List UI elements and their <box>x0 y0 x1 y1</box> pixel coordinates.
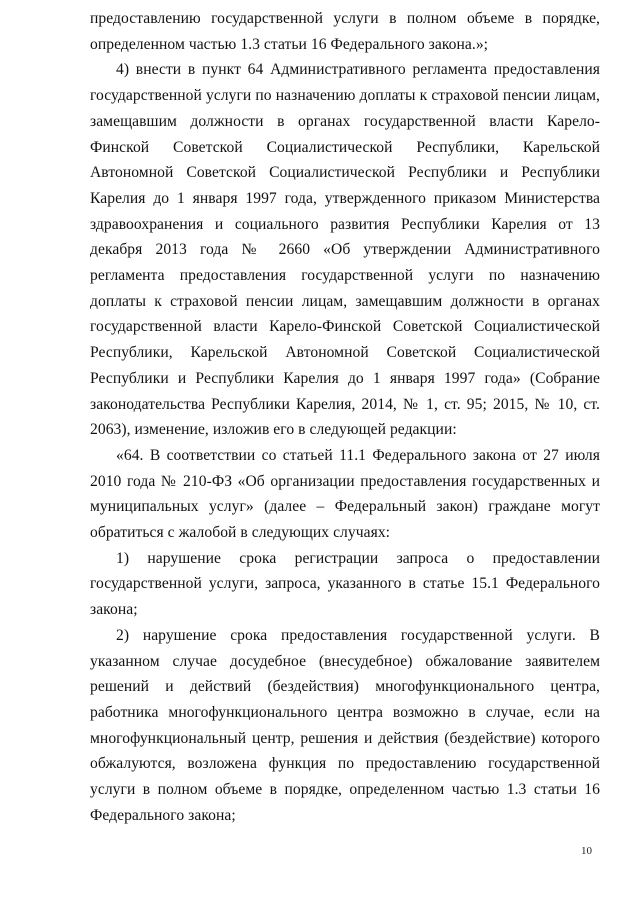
page-number: 10 <box>581 845 592 857</box>
paragraph-subitem-1: 1) нарушение срока регистрации запроса о предоставлении государственной услуги, запроса, указанного в статье 15.1 Федерального закона; <box>90 549 600 619</box>
paragraph-point-64: «64. В соответствии со статьей 11.1 Федерального закона от 27 июля 2010 года № 210-ФЗ «Об организации предоставления государственных и муниципальных услуг» (далее – Федеральный закон) граждане могут обратиться с жалобой в следующих случаях: <box>90 446 600 542</box>
paragraph-continuation: предоставлению государственной услуги в полном объеме в порядке, определенном частью 1.3 статьи 16 Федерального закона.»; <box>90 10 600 53</box>
document-body <box>90 6 600 829</box>
paragraph-item-4: 4) внести в пункт 64 Административного регламента предоставления государственной услуги по назначению доплаты к страховой пенсии лицам, замещавшим должности в органах государственной власти Карело-Финской Советской Социалистической Республики, Карельской Автономной Советской Социалистической Республики и Республики Карелия до 1 января 1997 года, утвержденного приказом Министерства здравоохранения и социального развития Республики Карелия от 13 декабря 2013 года № 2660 «Об утверждении Административного регламента предоставления государственной услуги по назначению доплаты к страховой пенсии лицам, замещавшим должности в органах государственной власти Карело-Финской Советской Социалистической Республики, Карельской Автономной Советской Социалистической Республики и Республики Карелия до 1 января 1997 года» (Собрание законодательства Республики Карелия, 2014, № 1, ст. 95; 2015, № 10, ст. 2063), изменение, изложив его в следующей редакции: <box>90 61 600 439</box>
paragraph-subitem-2: 2) нарушение срока предоставления государственной услуги. В указанном случае досудебное (внесудебное) обжалование заявителем решений и действий (бездействия) многофункционального центра, работника многофункционального центра возможно в случае, если на многофункциональный центр, решения и действия (бездействие) которого обжалуются, возложена функция по предоставлению государственной услуги в полном объеме в порядке, определенном частью 1.3 статьи 16 Федерального закона; <box>90 626 600 824</box>
